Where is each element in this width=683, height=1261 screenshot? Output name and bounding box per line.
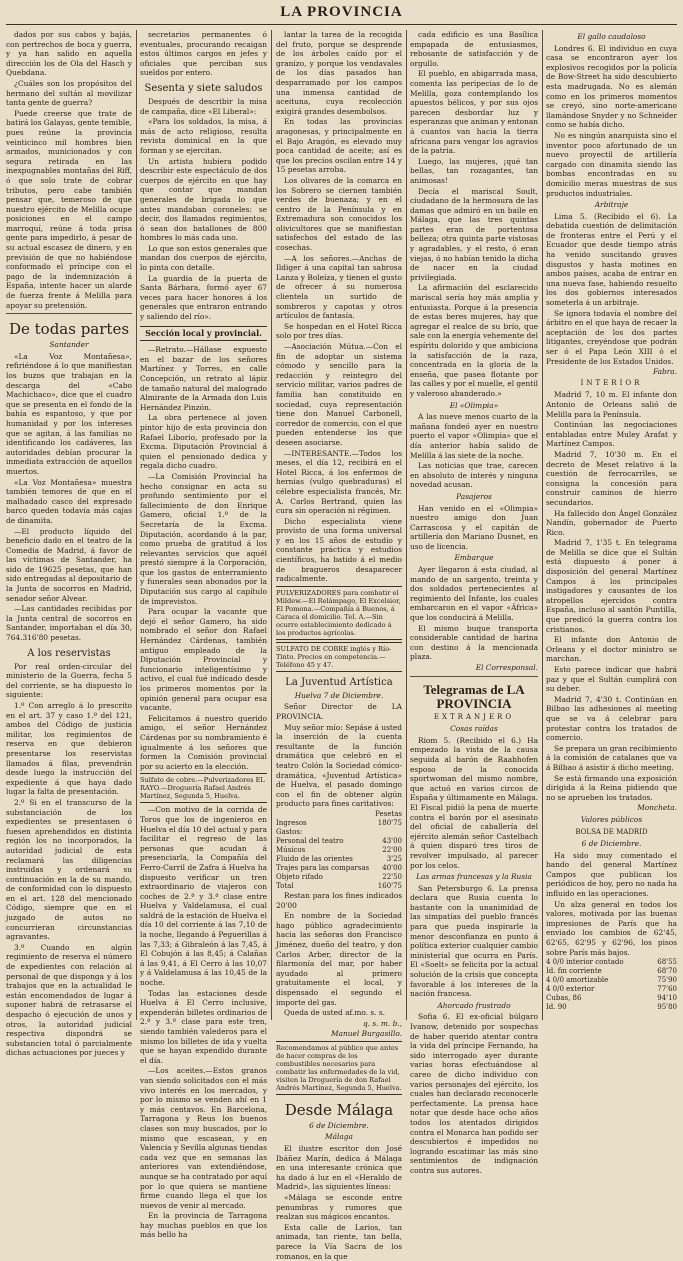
table-row: Objeto rifado 22'50 xyxy=(276,872,402,881)
signature: Moncheta. xyxy=(637,803,677,813)
paragraph: Esto parece indicar que habrá paz y que el Sultán cumplirá con su deber. xyxy=(546,665,677,694)
column-divider xyxy=(542,30,543,1020)
newspaper-title: LA PROVINCIA xyxy=(280,4,403,20)
advertisement: SULFATO DE COBRE inglés y Río-Tinto. Precios en competencia.—Teléfono 45 y 47. xyxy=(276,642,402,672)
stock-prices-table xyxy=(546,958,677,1012)
paragraph: Luego, las mujeres, ¡qué tan bellas, tan rozagantes, tan animosas! xyxy=(410,156,538,185)
signature: Fabra. xyxy=(652,367,677,377)
subheading: Ahorcado frustrado xyxy=(437,1000,511,1010)
paragraph: Ayer llegaron á esta ciudad, al mando de un sargento, treinta y dos soldados pertenecientes al regimiento del Infante, los cuales embarcaron en el vapor «África» que los conducirá á Melilla. xyxy=(410,565,538,623)
paragraph: «Para los soldados, la misa, á más de acto religioso, resulta revista dominical en la que forman y se ejercitan. xyxy=(140,117,267,155)
paragraph: Decía el mariscal Soult, ciudadano de la hermosura de las damas que admiró en un baile en Málaga, que las tres quintas partes eran de portentosa belleza; otra quinta parte vistosas y agradables, y el resto, ó eran viejas, ó no habían tenido la dicha de nacer en la ciudad privilegiada. xyxy=(410,186,538,282)
table-row: Trajes para las comparsas 40'00 xyxy=(276,863,402,872)
paragraph: No es ningún anarquista sino el inventor poco afortunado de un nuevo proyectil de artillería cargado con dinamita siendo las bombas encontradas en su domicilio meras muestras de sus productos industriales. xyxy=(546,130,677,198)
table-row: Ingresos 180'75 xyxy=(276,818,402,827)
paragraph: Queda de usted af.mo. s. s. xyxy=(284,1008,385,1018)
signature: El Corresponsal. xyxy=(475,663,538,672)
column-divider xyxy=(406,30,407,1020)
column-2 xyxy=(140,30,267,1240)
subheading: BOLSA DE MADRID xyxy=(575,827,648,836)
table-row: Cubas, 86 94'10 xyxy=(546,994,677,1003)
paragraph: Londres 6. El individuo en cuya casa se encontraron ayer los explosivos recogidos por la policía de Bow-Street ha sido descubierto esta madrugada. No es alemán como en los primeros momentos se creyó, sino norte-americano llamándose Snyder y no Schneider como se había dicho. xyxy=(546,43,677,130)
subheading: EXTRANJERO xyxy=(433,712,515,721)
divider xyxy=(410,676,538,677)
column-3 xyxy=(276,30,402,1261)
paragraph: Sofia 6. El ex-oficial búlgaro Ivanow, detenido por sospechas de haber querido atentar contra la vida del príncipe Fernando, ha sido interrogado ayer durante varias horas efectuándose al careo de dicho individuo con varios personajes del ejército, los cuales han declarado reconocerle perfectamente. La prensa hace notar que desde hace ocho años todos los atentados dirigidos contra el Monarca han podido ser descubiertos é impedidos no logrando escatimar las más sino sentimientos de indignación contra sus autores. xyxy=(410,1012,538,1175)
paragraph: secretarios permanentes ó eventuales, procurando recaigan estos últimos cargos en jefes y oficiales que perciban sus sueldos por entero. xyxy=(140,30,267,78)
table-row: Id. 90 95'80 xyxy=(546,1003,677,1012)
paragraph: —El producto líquido del beneficio dado en el teatro de la Comedia de Madrid, á favor de las víctimas de Santander, ha sido de 19625 pesetas, que han sido entregadas al depositario de la Junta de socorros en Madrid, senador señor Alvear. xyxy=(6,526,132,603)
paragraph: Para ocupar la vacante que dejó el señor Gamero, ha sido nombrado el señor don Rafael Hernández Cárdenas, también antiguo empleado de la Diputación Provincial y funcionario inteligentísimo y activo, el cual fué indicado desde los primeros momentos por la opinión general para ocupar esa vacante. xyxy=(140,607,267,713)
paragraph: Se hospedan en el Hotel Ricca solo por tres días. xyxy=(276,321,402,341)
paragraph: —Los aceites.—Estos granos van siendo solicitados con el más vivo interés en los mercados, y por lo mismo se venden ahí en 1 y más centavos. En Barcelona, Tarragona y Reus los buenos clases son muy buscados, por lo mismo que escasean, y en Valencia y Sevilla algunas tiendas cada vez que en semanas las anteriores van extendiéndose, aunque se ha contratado por aquí por lo que quiera se mantiene firme cuando llega el que los nuevos de venir al mercado. xyxy=(140,1066,267,1210)
paragraph: —Retrato.—Hállase expuesto en el bazar de los señores Martínez y Torres, en calle Concepción, un retrato al lápiz de tamaño natural del malogrado Almirante de la Armada don Luis Hernández Pinzón. xyxy=(140,345,267,412)
paragraph: Lima 5. (Recibido el 6). La debatida cuestión de delimitación de fronteras entre el Perú y el Ecuador que desde tiempo atrás ha venido suscitando graves disgustos y hasta motines en ambos países, acaba de entrar en una nueva fase, habiendo resuelto los dos gobiernos interesados someterla á un arbitraje. xyxy=(546,211,677,308)
paragraph: Muy señor mío: Sepáse á usted la inserción de la cuenta resultante de la función dramática que celebró en el teatro Colón la Sociedad cómico-dramática, «Juventud Artística» de Huelva, el pasado domingo con el fin de obtener algún producto para fines caritativos: xyxy=(276,722,402,809)
column-4 xyxy=(410,30,538,1175)
subheading: Embarque xyxy=(454,553,494,563)
paragraph: Ha fallecido don Ángel González Nandín, gobernador de Puerto Rico. xyxy=(546,508,677,537)
paragraph: En la provincia de Tarragona hay muchas pueblos en que los más bello ha xyxy=(140,1211,267,1240)
paragraph: Madrid 7, 1'35 t. En telegrama de Melilla se dice que el Sultán está dispuesto á poner á disposición del general Martínez Campos á los principales instigadores y causantes de los atropellos ejercidos contra España, incluso al santón Puntilla, que predicó la guerra contra los cristianos. xyxy=(546,538,677,634)
paragraph: Se está firmando una exposición dirigida á la Reina pidiendo que no se aprueben los tratados. xyxy=(546,773,677,802)
subheading: Pasajeros xyxy=(456,491,492,501)
paragraph: —La Comisión Provincial ha hecho consignar en acta su profundo sentimiento por el fallecimiento de don Enrique Gamero, oficial 1.º de la Secretaría de la Excma. Diputación, acordando á la par, como prueba de gratitud á los relevantes servicios que aquél prestó siempre á la Corporación, que los gastos de enterramiento y funerales sean abonados por la Diputación sus cargo al capítulo de imprevistos. xyxy=(140,471,267,606)
signature: Manuel Burgasillo. xyxy=(331,1029,402,1039)
paragraph: A las nueve menos cuarto de la mañana fondeó ayer en nuestro puerto el vapor «Olimpia» que el día anterior había salido de Melilla á las siete de la noche. xyxy=(410,412,538,460)
advertisement: Sulfato de cobre.—Pulverizadores EL RAYO.—Droguería Rafael Andrés Martínez, Segunda 5, Huelva. xyxy=(140,773,267,803)
paragraph: Se prepara un gran recibimiento á la comisión de catalanes que va á Bilbao á asistir á dicho meeting. xyxy=(546,743,677,772)
paragraph: Puede creerse que trate de batirá los Galayas, gente temible, pues reúne la provincia veinticinco mil hombres bien armados, municionados y con segura retirada en las inexpugnables montañas del Riff, ó que solo trate de cobrar tributos, pero cabe también pensar que, temeroso de que nuestro ejército de Melilla ocupe posiciones en el campo marroquí, reúne á toda prisa gente para impedirlo, á pesar de su actual escasez de dinero, y en previsión de que no habiéndose conformado el príncipe con el pago de la indemnización á España, intente hacer un alarde de fuerza frente á Melilla para apoyar su pretensión. xyxy=(6,108,132,310)
paragraph: En nombre de la Sociedad hago público agradecimiento hacia las señoras don Francisco Jiménez, dueño del teatro, y don Carlos Arber, director de la filarmonía del mar, por haber ayudado al primero gratuitamente el local, y dispensado el segundo el importe del gas. xyxy=(276,911,402,1007)
paragraph: Restan para los fines indicados 20'00 xyxy=(276,890,402,910)
advertisement: PULVERIZADORES para combatir el Mildew.—El Relámpago, El Excelsior, El Pomona.—Compañía á Buenos, á Caraca el domicilio. Tel. A.—Sin ocurre establecimiento dedicado á los productos agrícolas. xyxy=(276,586,402,640)
section-heading: A los reservistas xyxy=(27,647,111,659)
table-row xyxy=(276,810,402,819)
section-heading: Sección local y provincial. xyxy=(140,326,267,342)
table-row: 4 0/0 amortizable 75'90 xyxy=(546,976,677,985)
table-row: Personal del teatro 43'00 xyxy=(276,836,402,845)
paragraph: La obra pertenece al joven pintor hijo de esta provincia don Rafael Liborio, profesado por la Excma. Diputación Provincial á quien el pensionado dedica y regala dicho cuadro. xyxy=(140,413,267,471)
paragraph: Madrid 7, 10 m. El infante don Antonio de Orleans salió de Melilla para la Península. xyxy=(546,390,677,419)
advertisement: Recomendamos al público que antes de hacer compras de los combustibles necesarios para combatir las enfermedades de la vid, visiten la Droguería de don Rafael Andrés Martínez, Segunda 5, Huelva. xyxy=(276,1041,402,1095)
subheading: Huelva 7 de Diciembre. xyxy=(294,690,384,700)
subheading: INTERIOR xyxy=(580,378,643,387)
table-row: 4 0/0 exterior 77'60 xyxy=(546,985,677,994)
paragraph: San Petersburgo 6. La prensa declara que Rusia cuenta lo bastante con la unanimidad de las simpatías del pueblo francés para que pueda inspirarle la menor desconfianza en punto á política exterior cualquier cambio ministerial que ocurra en París. El «Soelt» se felicita por la actual solución de la crisis que concepta favorable á los intereses de la nación francesa. xyxy=(410,883,538,999)
page-columns xyxy=(6,30,677,1261)
paragraph: La afirmación del esclarecido mariscal sería hoy más amplia y entusiasta. Porque á la presencia de estas beres mujeres, hay que agregar el realce de su brío, que sale con la energía vehemente del espíritu dolorido y que ambiciona la satisfacción de la raza, concentrada en la gloria de la enseña, que pasea flotante por las calles y por el muelle, el gentil y valeroso abanderado.» xyxy=(410,283,538,398)
paragraph: El ilustre escritor don José Ibáñez Marín, dedica á Málaga en una interesante crónica que ha dado á luz en el «Heraldo de Madrid», las siguientes líneas: xyxy=(276,1144,402,1192)
paragraph: —INTERESANTE.—Todos los meses, el día 12, recibirá en el Hotel Ricca, á los enfermos de hernias (vulgo quebraduras) el célebre especialista francés, Mr. A. Carlos Bertrand, quien las cura sin operación ni régimen. xyxy=(276,448,402,516)
paragraph: Un alza general en todos los valores, motivada por las buenas impresiones de París que ha enviado los cambios de 62'45, 62'65, 62'95 y 62'96, los pisos sobre París más bajos. xyxy=(546,899,677,957)
column-divider xyxy=(136,30,137,1020)
divider xyxy=(6,313,132,314)
paragraph: Después de describir la misa de campaña, dice «El Liberal»: xyxy=(140,96,267,116)
column-1 xyxy=(6,30,132,1058)
paragraph: dados por sus cabos y bajás, con pertrechos de boca y guerra, y ya han salido en aquella dirección los de Ola del Hasch y Quebdana. xyxy=(6,30,132,78)
paragraph: Un artista hubiera podido describir este espectáculo de dos cuerpos de ejército en que hay que contar que mandan generales de brigada lo que antes mandaban coroneles: se decir, dos llamados regimientos, ó sean dos batallones de 800 hombres lo más cada uno. xyxy=(140,156,267,243)
paragraph: En todas las provincias aragonesas, y principalmente en el Bajo Aragón, es elevado muy poca cantidad de aceite; así es que los precios oscilan entre 14 y 15 pesetas arroba. xyxy=(276,117,402,175)
subheading: Arbitraje xyxy=(594,200,629,210)
section-heading: La Juventud Artística xyxy=(285,676,393,688)
subheading: Las armas francesas y la Rusia xyxy=(416,872,532,882)
paragraph: Madrid 7, 4'30 t. Continúan en Bilbao las adhesiones al meeting que se va á celebrar para protestar contra los tratados de comercio. xyxy=(546,694,677,743)
section-heading: Sesenta y siete saludos xyxy=(144,82,263,94)
subheading: Santander xyxy=(49,340,89,350)
paragraph: El mismo buque transporta considerable cantidad de harina con destino á la mencionada plaza. xyxy=(410,623,538,662)
table-row: Gastos: xyxy=(276,827,303,836)
subheading: 6 de Diciembre. xyxy=(581,839,642,849)
table-row: 4 0/0 interior contado 68'55 xyxy=(546,958,677,967)
section-heading: Desde Málaga xyxy=(284,1100,394,1119)
paragraph: Continúan las negociaciones entabladas entre Muley Arafat y Martínez Campos. xyxy=(546,420,677,449)
subheading: El gallo caudaloso xyxy=(577,32,646,41)
paragraph: Señor Director de LA PROVINCIA. xyxy=(276,702,402,722)
table-row: Músicos 22'00 xyxy=(276,845,402,854)
paragraph: Esta calle de Larios, tan animada, tan riente, tan bella, parece la Vía Sacra de los romanos, en la que xyxy=(276,1222,402,1261)
paragraph: 2.º Si en el transcurso de la substanciación de los expedientes se presentasen ó fuesen aprehendidos en distinta región los no incorporados, la autoridad judicial de esta reclamará las diligencias instruidas y ordenará su continuación en la de su mando, de conformidad con lo dispuesto en el art. 128 del mencionado Código, siempre que en el juzgado de autos no concurrieran circunstancias agravantes. xyxy=(6,797,132,942)
paragraph: Por real orden-circular del ministerio de la Guerra, fecha 5 del corriente, se ha dispuesto lo siguiente: xyxy=(6,661,132,700)
paragraph: Todas las estaciones desde Huelva á El Cerro inclusive, expenderán billetes ordinarios de 2.ª y 3.ª clase para este tren, siendo también valederos para el mismo los billetes de ida y vuelta que se hayan expendido durante el día. xyxy=(140,988,267,1065)
paragraph: —A los señores.—Anchas de Ildiger á una capital tan sabrosa Lanza y Boleíza, y tienen el gusto de ofrecer á su numerosa clientela un surtido de sombreros y capotas y otros artículos de fantasía. xyxy=(276,253,402,321)
paragraph: 3.º Cuando en algún regimiento de reserva el número de expedientes con relación al personal de que disponga y á los trabajos que en la actualidad le están encomendados de lugar á suponer habrá de retrasarse el despacho ó ejecución de unos y otros, la autoridad judicial respectiva dispondrá se substancien total ó parcialmente dichas actuaciones por jueces y xyxy=(6,942,132,1058)
paragraph: cada edificio es una Basílica empapada de entusiasmos, rebosante de satisfacción y de orgullo. xyxy=(410,30,538,68)
column-divider xyxy=(271,30,272,1020)
table-row: Id. fin corriente 68'70 xyxy=(546,967,677,976)
subheading: Valores públicos xyxy=(580,814,643,824)
paragraph: «Málaga se esconde entre penumbras y rumores que realzan sus mágicos encantos. xyxy=(276,1193,402,1222)
table-header: Pesetas xyxy=(375,809,402,818)
subheading: 6 de Diciembre. xyxy=(309,1120,369,1130)
paragraph: Felicitamos á nuestro querido amigo, el señor Hernández Cárdenas por su nombramiento é igualmente á los señores que formen la Comisión provincial por su acierto en la elección. xyxy=(140,713,267,771)
paragraph: —Asociación Mútua.—Con el fin de adoptar un sistema cómodo y sencillo para la redacción y reintegro del servicio militar, varios padres de familia han constituido en sociedad, cuya representación tiene don Manuel Carbonell, corredor de comercio, con el que pueden entenderse los que deseen asociarse. xyxy=(276,342,402,447)
paragraph: Dicho especialista viene provisto de una forma universal y en los 15 años de estudio y constante práctica y estudios científicos, ha batido á el medio de bragueros desaparecer radicalmente. xyxy=(276,516,402,584)
section-heading: Telegramas de LA PROVINCIA xyxy=(423,681,525,711)
paragraph: lantar la tarea de la recogida del fruto, porque se desprende de los árboles caído por el granizo, y porque los vendavales de los días pasados han desparramado por los campos una inmensa cantidad de aceituna, cuya recolección exigirá grandes desembolsos. xyxy=(276,30,402,116)
paragraph: —Con motivo de la corrida de Toros que los de ingenieros en Huelva el día 10 del actual y para facilitar el regreso de las personas que acudan á presenciarla, la Compañía del Ferro-Carril de Zafra á Huelva ha dispuesto verificar un tren extraordinario de viajeros con coches de 2.ª y 3.ª clase entre Huelva y Valdelamusa, el cual saldrá de la estación de Huelva el día 10 del corriente á las 7,10 de la noche, llegando á Peguerillas á las 7,33; á Gibraleón á las 7,45, á El Cobujón á las 8,45; á Calañas á las 9,41, á El Cerro á las 10,07 y á Valdelamusa á las 10,45 de la noche. xyxy=(140,805,267,988)
paragraph: Madrid 7, 10'30 m. En el decreto de Meset relativo á la cuestión de ferrocarriles, se consigna la concesión para construir caminos de hierro secundarios. xyxy=(546,449,677,507)
subheading: Cosas raídas xyxy=(450,724,498,734)
subheading: El «Olimpia» xyxy=(449,400,499,410)
paragraph: Ha sido muy comentado el bando del general Martínez Campos que publican los periódicos de hoy, pero no nada ha influido en las operaciones. xyxy=(546,850,677,899)
paragraph: «La Voz Montañesa», refiriéndose á lo que manifiestan los buzos que trabajan en la descarga del «Cabo Machichaco», dice que el cuadro que se presenta en el fondo de la bahía es espantoso, y que por humanidad y por los intereses que se agitan, á las familias no identificando los cadáveres, las autoridades debían procurar la inmediata extracción de aquellos muertos. xyxy=(6,351,132,476)
paragraph: Se ignora todavía el nombre del árbitro en el que haya de recaer la aceptación de los dos partes litigantes, creyéndose que podrán ser ó el Papa León XIII ó el Presidente de los Estados Unidos. xyxy=(546,308,677,366)
table-row: Total 160'75 xyxy=(276,881,402,890)
paragraph: —Las cantidades recibidas por la Junta central de socorros en Santander, importaban el día 30, 764.316'80 pesetas. xyxy=(6,604,132,643)
section-heading: De todas partes xyxy=(8,320,130,339)
paragraph: Lo que son estos generales que mandan dos cuerpos de ejército, lo pinta con detalle. xyxy=(140,243,267,273)
masthead-rule xyxy=(6,24,677,25)
paragraph: Han venido en el «Olimpia» nuestro amigo don Juan Carrascosa y el capitán de artillería don Mariano Dusnet, en uso de licencia. xyxy=(410,503,538,551)
paragraph: Las noticias que trae, carecen en absoluto de interés y ninguna novedad acusan. xyxy=(410,461,538,490)
column-5 xyxy=(546,30,677,1020)
paragraph: ¿Cuáles son los propósitos del hermano del sultán al movilizar tanta gente de guerra? xyxy=(6,78,132,108)
paragraph: Riom 5. (Recibido el 6.) Ha empezado la vista de la causa seguida al barón de Raabhofen esposo de la conocida sportwoman del mismo nombre, que actuó en varios circos de España y últimamente en Málaga. El Fiscal pidió la pena de muerte contra el barón por el asesinato del oficial de caballería del ejército alemán señor Castelbach á quien disparó tres tiros de revolver impulsado, al parecer por los celos. xyxy=(410,735,538,870)
paragraph: 1.º Con arreglo á lo prescrito en el art. 37 y caso 1.º del 121, ambos del Código de justicia militar, los regimientos de reserva en que debieron presentarse los reservistas llamados á filas, prevendrán desde luego la instrucción del expediente á que haya dado lugar la falta de presentación. xyxy=(6,701,132,797)
paragraph: «La Voz Montañesa» muestra también temores de que en el malhadado casco del expresado barco queden todavía más cajas de dinamita. xyxy=(6,477,132,525)
paragraph: Los olivares de la comarca en los Sobrero se ciernen también verdes de buenaza; y en el centro de la Península y en Extremadura son conocidos los olivicultores que se manifiestan satisfechos del estado de las cosechas. xyxy=(276,175,402,253)
accounts-table xyxy=(276,810,402,891)
signature: q. s. m. b., xyxy=(362,1018,402,1028)
subheading: Málaga xyxy=(325,1132,353,1142)
paragraph: El infante don Antonio de Orleans y el doctor ministro se marchan. xyxy=(546,635,677,664)
table-row: Fluido de las orientes 3'25 xyxy=(276,854,402,863)
paragraph: El pueblo, en abigarrada masa, comenta las peripecias de lo de Melilla, goza contemplando los apuestos bélicos, y por sus ojos parecen desbordar luz y esperanzas que animan y entonan á cuantos van hacia la tierra africana para vengar los agravios de la patria. xyxy=(410,69,538,156)
paragraph: La guardia de la puerta de Santa Bárbara, formó ayer 67 veces para hacer honores á los generales que entraron entrando y saliendo del río». xyxy=(140,273,267,322)
